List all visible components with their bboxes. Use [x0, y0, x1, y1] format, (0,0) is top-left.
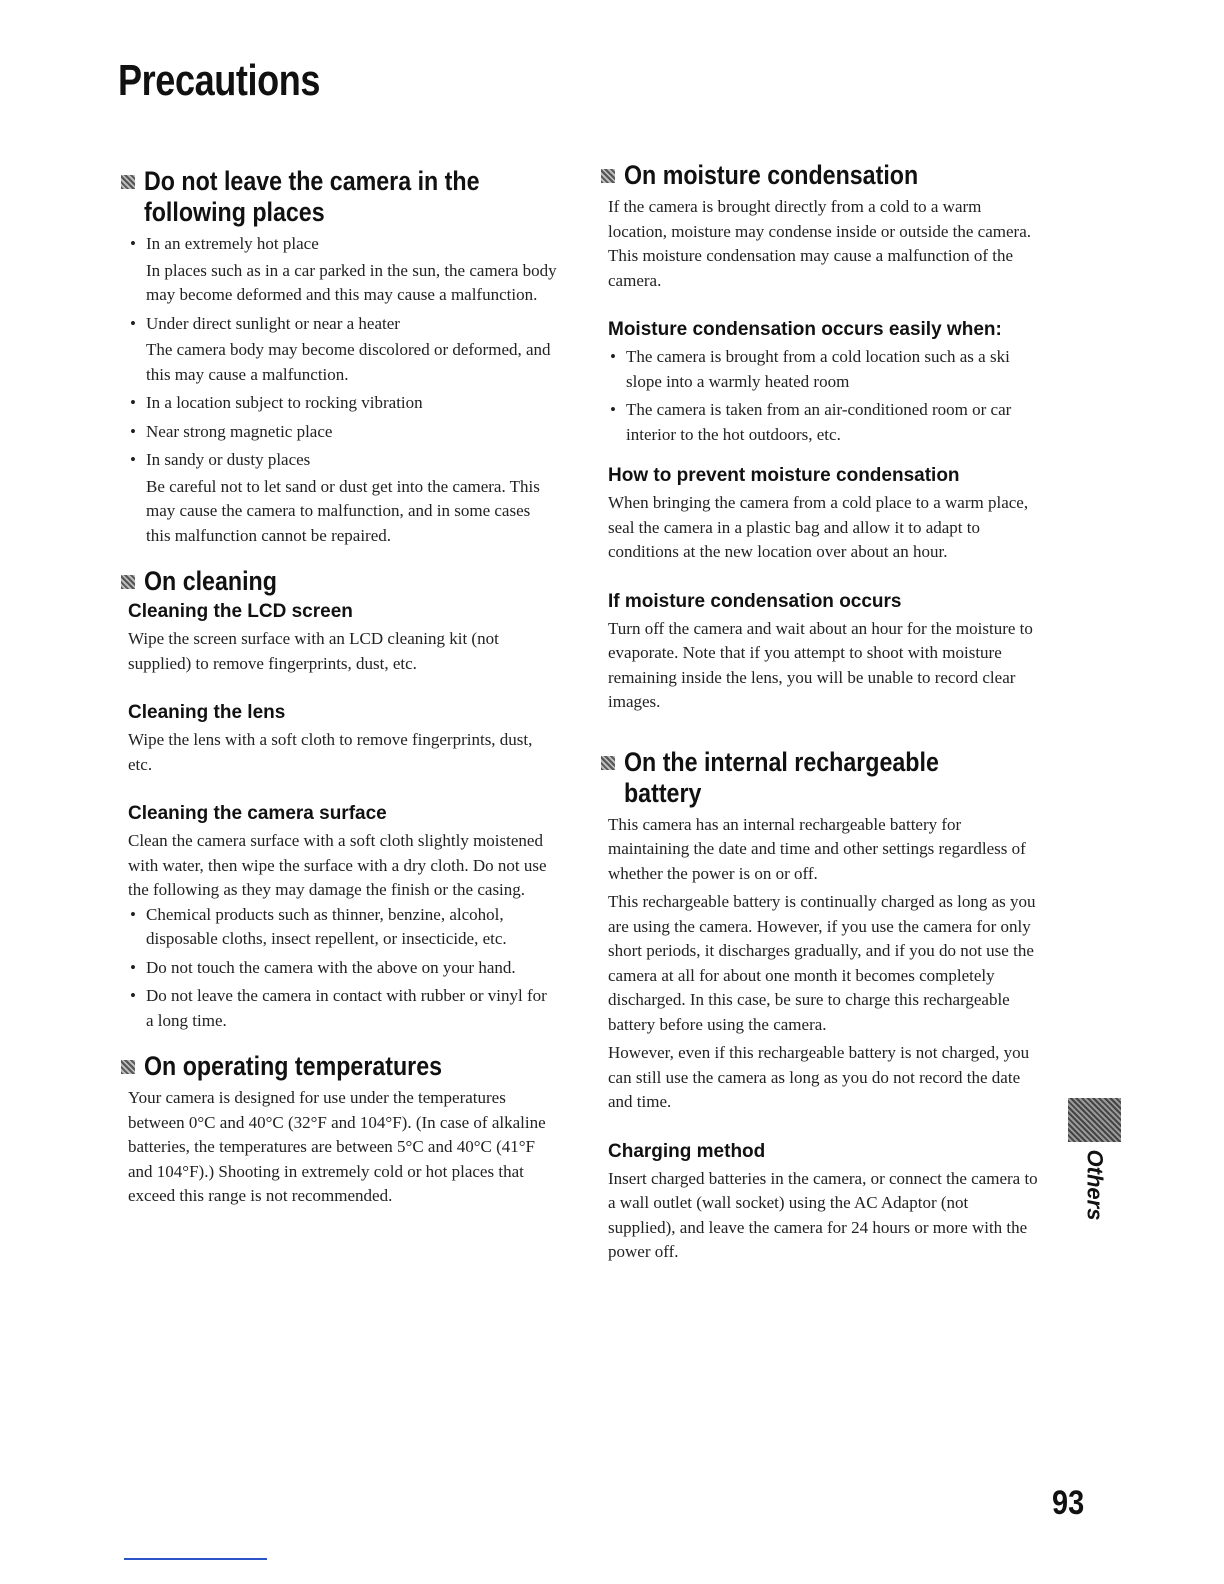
subheading-occurs: Moisture condensation occurs easily when: — [608, 319, 1002, 340]
side-tab-marker — [1068, 1098, 1121, 1142]
occurs-list — [608, 345, 1038, 447]
section-marker-icon — [601, 756, 615, 770]
battery-paragraph: This camera has an internal rechargeable battery for maintaining the date and time and other settings regardless of whether the power is on or off. — [608, 814, 1026, 883]
list-item: • The camera is brought from a cold location such as a ski slope into a warmly heated room — [608, 345, 1038, 394]
list-item: • In a location subject to rocking vibration — [128, 391, 558, 416]
lcd-text: Wipe the screen surface with an LCD cleaning kit (not supplied) to remove fingerprints, dust, etc. — [128, 629, 499, 673]
list-item: • In an extremely hot place In places such as in a car parked in the sun, the camera body may become deformed and this may cause a malfunction. — [128, 232, 558, 308]
left-column — [118, 166, 558, 1209]
prevent-text: When bringing the camera from a cold place to a warm place, seal the camera in a plastic bag and allow it to adapt to conditions at the new location over about an hour. — [608, 493, 1029, 561]
lens-text: Wipe the lens with a soft cloth to remove fingerprints, dust, etc. — [128, 730, 533, 774]
charging-text: Insert charged batteries in the camera, or connect the camera to a wall outlet (wall socket) using the AC Adaptor (not supplied), and leave the camera for 24 hours or more with the power off. — [608, 1168, 1038, 1261]
battery-paragraph: However, even if this rechargeable battery is not charged, you can still use the camera as long as you do not record the date and time. — [608, 1043, 1030, 1111]
section-marker-icon — [121, 575, 135, 589]
section-marker-icon — [121, 175, 135, 189]
subheading-surface: Cleaning the camera surface — [128, 803, 387, 824]
subheading-lens: Cleaning the lens — [128, 702, 286, 723]
surface-list — [128, 903, 558, 1034]
page-title: Precautions — [118, 56, 321, 105]
places-list — [128, 232, 558, 548]
temperatures-text: Your camera is designed for use under the temperatures between 0°C and 40°C (32°F and 104°F). (In case of alkaline batteries, the temperatures are between 5°C and 40°C (41°F and 104°F).) Shooting in extremely cold or hot places that exceed this range is not recommended. — [128, 1088, 546, 1205]
side-tab-label: Others — [1082, 1149, 1108, 1221]
list-item: • Under direct sunlight or near a heater The camera body may become discolored or deformed, and this may cause a malfunction. — [128, 312, 558, 388]
list-item: • Near strong magnetic place — [128, 420, 558, 445]
section-marker-icon — [601, 169, 615, 183]
moisture-intro: If the camera is brought directly from a cold to a warm location, moisture may condense inside or outside the camera. This moisture condensation may cause a malfunction of the camera. — [608, 197, 1031, 290]
subheading-if-occurs: If moisture condensation occurs — [608, 590, 902, 612]
surface-text: Clean the camera surface with a soft cloth slightly moistened with water, then wipe the surface with a dry cloth. Do not use the following as they may damage the finish or the casing. — [128, 831, 547, 899]
battery-paragraph: This rechargeable battery is continually charged as long as you are using the camera. However, if you use the camera for only short periods, it discharges gradually, and if you do not use the camera at all for about one month it becomes completely discharged. In this case, be sure to charge this rechargeable battery before using the camera. — [608, 892, 1036, 1034]
section-heading-cleaning: On cleaning — [118, 566, 558, 597]
section-heading-moisture: On moisture condensation — [598, 160, 1038, 191]
section-marker-icon — [121, 1060, 135, 1074]
footer-divider — [124, 1558, 267, 1560]
page-number: 93 — [1052, 1484, 1085, 1522]
list-item: • The camera is taken from an air-conditioned room or car interior to the hot outdoors, etc. — [608, 398, 1038, 447]
list-item: • Chemical products such as thinner, benzine, alcohol, disposable cloths, insect repellent, or insecticide, etc. — [128, 903, 558, 952]
subheading-charging: Charging method — [608, 1140, 766, 1162]
section-heading-places: Do not leave the camera in the following places — [118, 166, 558, 228]
subheading-lcd: Cleaning the LCD screen — [128, 601, 353, 622]
right-column — [598, 160, 1038, 1265]
section-heading-temperatures: On operating temperatures — [118, 1051, 558, 1082]
list-item: • Do not leave the camera in contact with rubber or vinyl for a long time. — [128, 984, 558, 1033]
subheading-prevent: How to prevent moisture condensation — [608, 465, 960, 486]
section-heading-battery: On the internal rechargeable battery — [598, 747, 1038, 809]
list-item: • In sandy or dusty places Be careful not to let sand or dust get into the camera. This may cause the camera to malfunction, and in some cases this malfunction cannot be repaired. — [128, 448, 558, 548]
if-occurs-text: Turn off the camera and wait about an hour for the moisture to evaporate. Note that if you attempt to shoot with moisture remaining inside the lens, you will be unable to record clear images. — [608, 618, 1033, 711]
list-item: • Do not touch the camera with the above on your hand. — [128, 956, 558, 981]
